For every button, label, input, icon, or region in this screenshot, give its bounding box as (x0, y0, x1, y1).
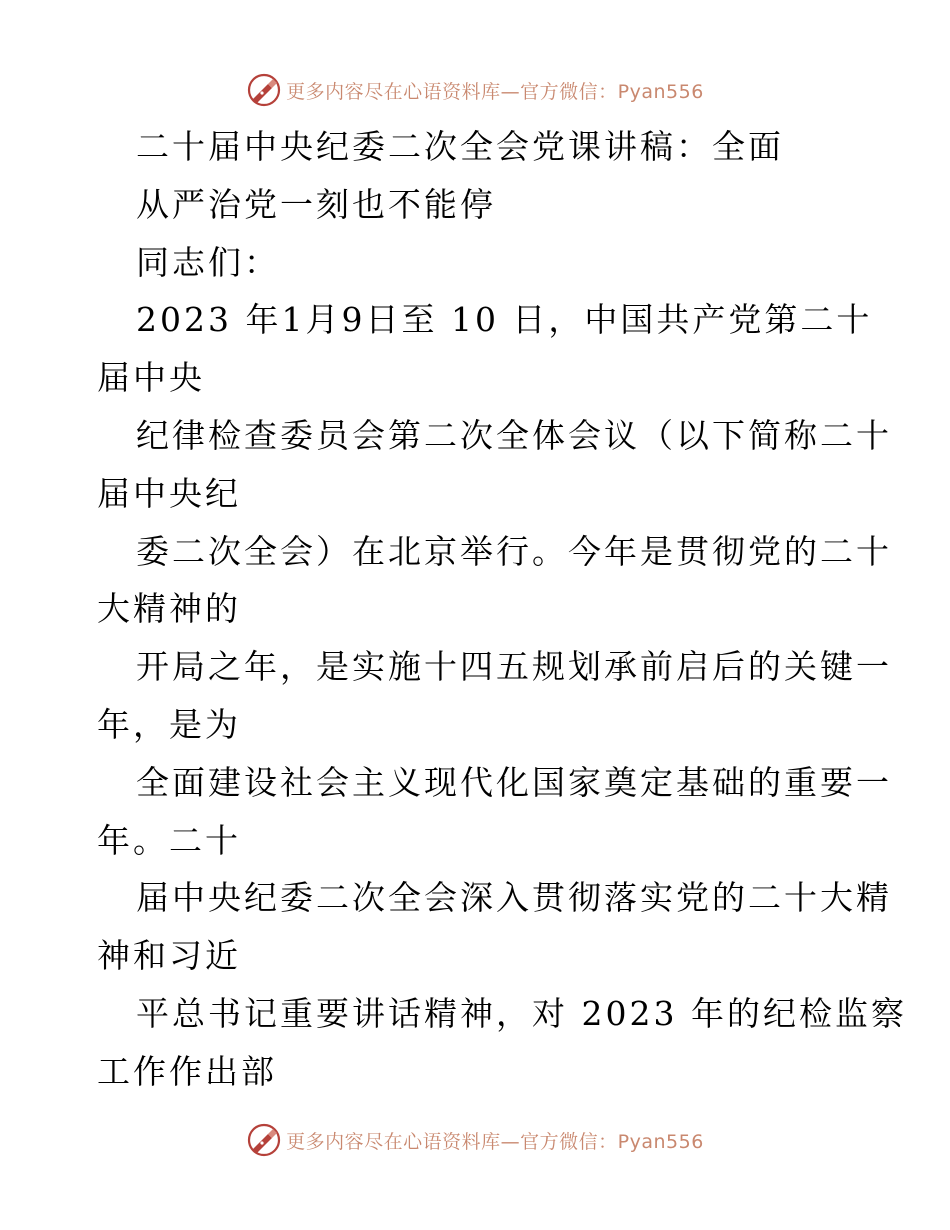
paragraph-line: 大精神的 (97, 589, 241, 629)
watermark-text: 更多内容尽在心语资料库—官方微信：Pyan556 (286, 1130, 704, 1153)
pen-nib-logo-icon (246, 1122, 282, 1158)
document-title-line-2: 从严治党一刻也不能停 (136, 184, 496, 224)
paragraph-line: 年，是为 (97, 704, 241, 744)
paragraph-line: 届中央纪委二次全会深入贯彻落实党的二十大精 (136, 878, 892, 918)
paragraph-line: 届中央 (97, 358, 205, 398)
paragraph-line: 平总书记重要讲话精神，对 2023 年的纪检监察 (136, 993, 907, 1033)
paragraph-line: 2023 年1月9日至 10 日，中国共产党第二十 (136, 300, 873, 340)
paragraph-line: 工作作出部 (97, 1051, 277, 1091)
header-watermark-banner (0, 70, 950, 110)
paragraph-line: 全面建设社会主义现代化国家奠定基础的重要一 (136, 762, 892, 802)
paragraph-line: 神和习近 (97, 936, 241, 976)
paragraph-line: 纪律检查委员会第二次全体会议（以下简称二十 (136, 415, 892, 455)
document-title-line-1: 二十届中央纪委二次全会党课讲稿：全面 (136, 127, 784, 166)
salutation: 同志们： (136, 242, 280, 282)
pen-nib-logo-icon (246, 72, 282, 108)
footer-watermark-banner (0, 1120, 950, 1160)
paragraph-line: 届中央纪 (97, 473, 241, 513)
paragraph-line: 开局之年，是实施十四五规划承前启后的关键一 (136, 647, 892, 687)
paragraph-line: 年。二十 (97, 820, 241, 860)
document-body (97, 118, 907, 1101)
watermark-text: 更多内容尽在心语资料库—官方微信：Pyan556 (286, 80, 704, 103)
paragraph-line: 委二次全会）在北京举行。今年是贯彻党的二十 (136, 531, 892, 571)
